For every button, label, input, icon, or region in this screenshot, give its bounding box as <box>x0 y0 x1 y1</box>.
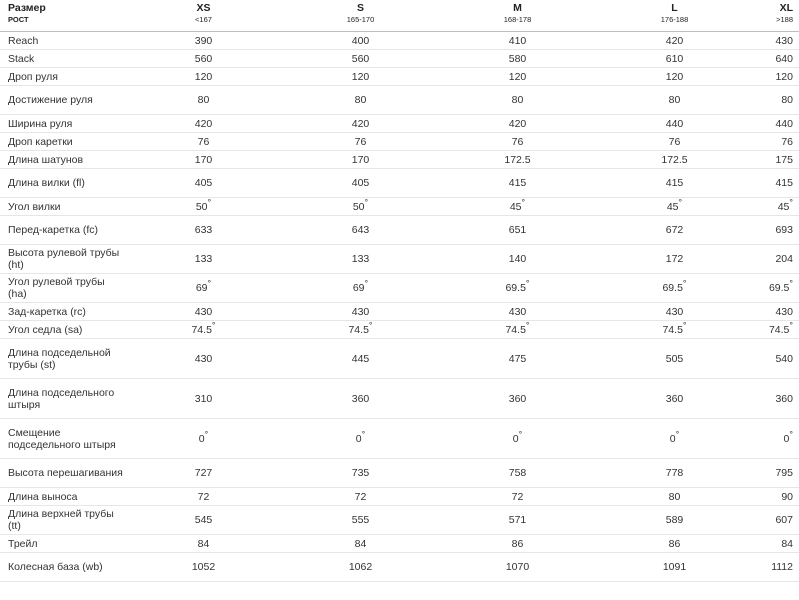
table-cell: 445 <box>282 339 439 379</box>
table-row <box>0 32 799 50</box>
degree-mark: ° <box>682 278 687 289</box>
table-cell: 69° <box>125 274 282 303</box>
size-name: XS <box>196 2 211 14</box>
table-cell: 1052 <box>125 553 282 582</box>
row-label: Высота перешагивания <box>0 459 125 488</box>
row-label: Трейл <box>0 535 125 553</box>
row-label: Reach <box>0 32 125 50</box>
degree-mark: ° <box>678 197 683 207</box>
row-label: Длина вилки (fl) <box>0 169 125 198</box>
table-cell: 50° <box>125 198 282 216</box>
table-row <box>0 303 799 321</box>
row-label: Stack <box>0 50 125 68</box>
table-cell: 643 <box>282 216 439 245</box>
table-row <box>0 339 799 379</box>
row-label: Длина выноса <box>0 488 125 506</box>
row-label: Дроп каретки <box>0 133 125 151</box>
degree-mark: ° <box>518 429 523 439</box>
geometry-table-header <box>0 0 799 32</box>
table-cell: 430 <box>596 303 753 321</box>
table-cell: 74.5° <box>596 321 753 339</box>
degree-mark: ° <box>207 278 212 289</box>
size-name: XL <box>779 2 793 14</box>
table-row <box>0 459 799 488</box>
table-cell: 80 <box>596 86 753 115</box>
table-row <box>0 198 799 216</box>
table-cell: 80 <box>282 86 439 115</box>
row-label: Угол вилки <box>0 198 125 216</box>
degree-mark: ° <box>211 320 216 330</box>
table-cell: 84 <box>282 535 439 553</box>
table-cell: 120 <box>125 68 282 86</box>
table-cell: 84 <box>125 535 282 553</box>
table-cell: 45° <box>596 198 753 216</box>
table-cell: 360 <box>753 379 799 419</box>
table-cell: 400 <box>282 32 439 50</box>
table-cell: 727 <box>125 459 282 488</box>
table-cell: 420 <box>282 115 439 133</box>
table-row <box>0 115 799 133</box>
degree-mark: ° <box>675 429 680 439</box>
table-cell: 170 <box>125 151 282 169</box>
row-label: Длина шатунов <box>0 151 125 169</box>
row-label: Длина подседельного штыря <box>0 379 125 419</box>
table-cell: 90 <box>753 488 799 506</box>
table-cell: 80 <box>753 86 799 115</box>
table-row <box>0 151 799 169</box>
table-row <box>0 68 799 86</box>
table-row <box>0 535 799 553</box>
table-cell: 420 <box>439 115 596 133</box>
size-height-range: <167 <box>195 15 212 24</box>
table-cell: 672 <box>596 216 753 245</box>
table-cell: 69.5° <box>753 274 799 303</box>
degree-mark: ° <box>207 197 212 207</box>
table-cell: 120 <box>282 68 439 86</box>
table-cell: 133 <box>282 245 439 274</box>
table-cell: 69.5° <box>439 274 596 303</box>
table-cell: 607 <box>753 506 799 535</box>
table-cell: 1112 <box>753 553 799 582</box>
table-cell: 0° <box>753 419 799 459</box>
table-cell: 170 <box>282 151 439 169</box>
table-cell: 778 <box>596 459 753 488</box>
table-cell: 415 <box>439 169 596 198</box>
table-row <box>0 133 799 151</box>
table-cell: 204 <box>753 245 799 274</box>
table-cell: 610 <box>596 50 753 68</box>
table-cell: 415 <box>753 169 799 198</box>
table-cell: 571 <box>439 506 596 535</box>
table-cell: 74.5° <box>125 321 282 339</box>
table-cell: 415 <box>596 169 753 198</box>
table-cell: 0° <box>125 419 282 459</box>
row-label: Ширина руля <box>0 115 125 133</box>
table-cell: 430 <box>753 32 799 50</box>
table-row <box>0 245 799 274</box>
table-row <box>0 506 799 535</box>
table-cell: 430 <box>753 303 799 321</box>
table-cell: 430 <box>439 303 596 321</box>
table-cell: 430 <box>282 303 439 321</box>
row-label: Высота рулевой трубы (ht) <box>0 245 125 274</box>
row-label: Достижение руля <box>0 86 125 115</box>
table-cell: 310 <box>125 379 282 419</box>
table-cell: 360 <box>439 379 596 419</box>
table-cell: 86 <box>439 535 596 553</box>
row-label: Длина подседельной трубы (st) <box>0 339 125 379</box>
table-cell: 410 <box>439 32 596 50</box>
table-cell: 72 <box>282 488 439 506</box>
degree-mark: ° <box>204 429 209 439</box>
table-cell: 69.5° <box>596 274 753 303</box>
table-cell: 76 <box>753 133 799 151</box>
table-cell: 560 <box>282 50 439 68</box>
table-cell: 80 <box>596 488 753 506</box>
table-cell: 69° <box>282 274 439 303</box>
table-cell: 172.5 <box>596 151 753 169</box>
degree-mark: ° <box>525 278 530 289</box>
degree-mark: ° <box>789 429 793 439</box>
table-cell: 76 <box>282 133 439 151</box>
table-cell: 45° <box>439 198 596 216</box>
table-row <box>0 169 799 198</box>
table-cell: 440 <box>596 115 753 133</box>
table-row <box>0 379 799 419</box>
table-row <box>0 86 799 115</box>
table-cell: 45° <box>753 198 799 216</box>
table-row <box>0 553 799 582</box>
size-label: Размер <box>8 2 46 14</box>
table-cell: 74.5° <box>439 321 596 339</box>
row-label: Колесная база (wb) <box>0 553 125 582</box>
row-label: Зад-каретка (rc) <box>0 303 125 321</box>
table-cell: 0° <box>439 419 596 459</box>
table-cell: 120 <box>596 68 753 86</box>
table-row <box>0 419 799 459</box>
geometry-table-body <box>0 32 799 582</box>
header-row <box>0 0 799 32</box>
table-row <box>0 321 799 339</box>
table-cell: 76 <box>439 133 596 151</box>
table-cell: 86 <box>596 535 753 553</box>
table-cell: 560 <box>125 50 282 68</box>
size-height-range: 168-178 <box>503 15 532 24</box>
table-cell: 420 <box>596 32 753 50</box>
table-cell: 0° <box>596 419 753 459</box>
table-cell: 430 <box>125 303 282 321</box>
table-cell: 74.5° <box>282 321 439 339</box>
row-label: Угол рулевой трубы (ha) <box>0 274 125 303</box>
degree-mark: ° <box>789 320 793 330</box>
table-cell: 80 <box>125 86 282 115</box>
size-height-range: >188 <box>776 15 793 24</box>
table-cell: 76 <box>596 133 753 151</box>
table-cell: 440 <box>753 115 799 133</box>
table-cell: 640 <box>753 50 799 68</box>
degree-mark: ° <box>364 278 369 289</box>
table-cell: 175 <box>753 151 799 169</box>
table-cell: 693 <box>753 216 799 245</box>
table-cell: 505 <box>596 339 753 379</box>
table-cell: 360 <box>596 379 753 419</box>
table-cell: 72 <box>439 488 596 506</box>
size-header-xs <box>125 0 282 32</box>
table-cell: 420 <box>125 115 282 133</box>
row-label: Угол седла (sa) <box>0 321 125 339</box>
table-cell: 76 <box>125 133 282 151</box>
row-label: Длина верхней трубы (tt) <box>0 506 125 535</box>
size-name: L <box>671 2 678 14</box>
degree-mark: ° <box>789 197 793 207</box>
size-height-range: 176-188 <box>660 15 689 24</box>
table-row <box>0 488 799 506</box>
table-row <box>0 50 799 68</box>
degree-mark: ° <box>525 320 530 330</box>
table-cell: 580 <box>439 50 596 68</box>
size-header-l <box>596 0 753 32</box>
table-cell: 360 <box>282 379 439 419</box>
row-label: Перед-каретка (fc) <box>0 216 125 245</box>
size-header-xl <box>753 0 799 32</box>
table-cell: 555 <box>282 506 439 535</box>
table-cell: 80 <box>439 86 596 115</box>
size-header-s <box>282 0 439 32</box>
table-cell: 50° <box>282 198 439 216</box>
table-cell: 133 <box>125 245 282 274</box>
table-cell: 1070 <box>439 553 596 582</box>
size-header-m <box>439 0 596 32</box>
table-cell: 84 <box>753 535 799 553</box>
table-cell: 0° <box>282 419 439 459</box>
degree-mark: ° <box>521 197 526 207</box>
degree-mark: ° <box>364 197 369 207</box>
table-cell: 1091 <box>596 553 753 582</box>
height-label: РОСТ <box>8 15 29 24</box>
table-cell: 651 <box>439 216 596 245</box>
size-name: M <box>513 2 522 14</box>
degree-mark: ° <box>789 278 793 289</box>
size-height-range: 165-170 <box>346 15 375 24</box>
table-cell: 172 <box>596 245 753 274</box>
size-name: S <box>356 2 364 14</box>
table-cell: 72 <box>125 488 282 506</box>
table-row <box>0 274 799 303</box>
table-cell: 545 <box>125 506 282 535</box>
degree-mark: ° <box>368 320 373 330</box>
table-cell: 795 <box>753 459 799 488</box>
size-column-header <box>0 0 125 32</box>
table-cell: 405 <box>282 169 439 198</box>
table-cell: 758 <box>439 459 596 488</box>
table-cell: 140 <box>439 245 596 274</box>
degree-mark: ° <box>682 320 687 330</box>
table-cell: 405 <box>125 169 282 198</box>
table-cell: 633 <box>125 216 282 245</box>
table-cell: 475 <box>439 339 596 379</box>
table-cell: 74.5° <box>753 321 799 339</box>
table-cell: 1062 <box>282 553 439 582</box>
table-cell: 430 <box>125 339 282 379</box>
table-cell: 120 <box>439 68 596 86</box>
table-cell: 540 <box>753 339 799 379</box>
table-cell: 735 <box>282 459 439 488</box>
table-cell: 172.5 <box>439 151 596 169</box>
degree-mark: ° <box>361 429 366 439</box>
row-label: Смещение подседельного штыря <box>0 419 125 459</box>
row-label: Дроп руля <box>0 68 125 86</box>
table-cell: 589 <box>596 506 753 535</box>
table-row <box>0 216 799 245</box>
table-cell: 390 <box>125 32 282 50</box>
table-cell: 120 <box>753 68 799 86</box>
